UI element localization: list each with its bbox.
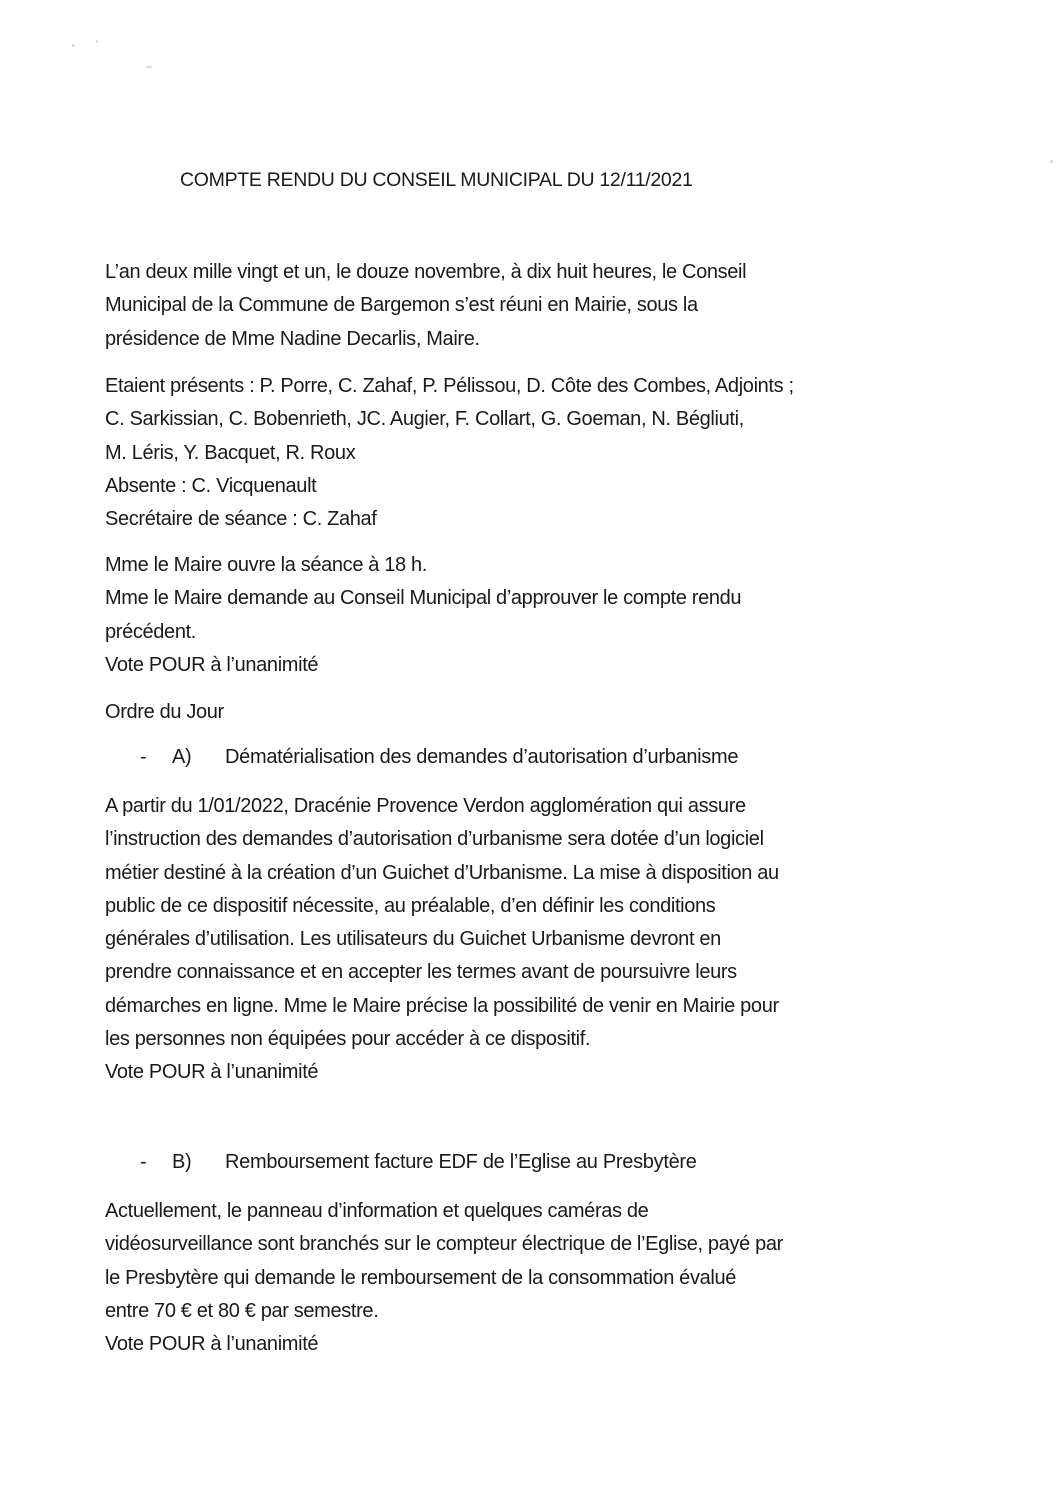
text-line: L’an deux mille vingt et un, le douze novembre, à dix huit heures, le Conseil [105,261,747,283]
item-title: Remboursement facture EDF de l’Eglise au Presbytère [225,1151,697,1173]
text-line: vidéosurveillance sont branchés sur le compteur électrique de l’Eglise, payé par [105,1233,783,1256]
document-title: COMPTE RENDU DU CONSEIL MUNICIPAL DU 12/11/2021 [180,169,693,191]
text-line: Mme le Maire ouvre la séance à 18 h. [105,554,428,576]
text-line: l’instruction des demandes d’autorisation d’urbanisme sera dotée d’un logiciel [105,828,764,851]
text-line: Vote POUR à l’unanimité [105,1061,319,1084]
text-line: les personnes non équipées pour accéder à ce dispositif. [105,1028,591,1051]
scan-speck [1050,160,1053,163]
agenda-heading: Ordre du Jour [105,701,224,723]
agenda-item-a-heading [140,746,738,769]
text-line: métier destiné à la création d’un Guichet d’Urbanisme. La mise à disposition au [105,861,779,884]
item-label: A) [172,746,192,768]
text-line: prendre connaissance et en accepter les termes avant de poursuivre leurs [105,961,737,984]
item-label: B) [172,1151,192,1173]
text-line: Secrétaire de séance : C. Zahaf [105,508,377,531]
intro-paragraph [105,256,746,356]
text-line: Etaient présents : P. Porre, C. Zahaf, P. Pélissou, D. Côte des Combes, Adjoints ; [105,375,794,397]
text-line: C. Sarkissian, C. Bobenrieth, JC. Augier, F. Collart, G. Goeman, N. Bégliuti, [105,408,744,431]
text-line: Absente : C. Vicquenault [105,474,317,497]
bullet-dash: - [140,1151,147,1173]
text-line: précédent. [105,620,197,643]
text-line: M. Léris, Y. Bacquet, R. Roux [105,441,356,464]
agenda-item-b-heading [140,1151,697,1174]
text-line: Actuellement, le panneau d’information et quelques caméras de [105,1200,649,1222]
bullet-dash: - [140,746,147,768]
text-line: entre 70 € et 80 € par semestre. [105,1299,379,1322]
opening-paragraph [105,549,741,682]
agenda-item-a-body [105,790,779,1090]
text-line: Vote POUR à l’unanimité [105,1333,319,1356]
text-line: Municipal de la Commune de Bargemon s’est réuni en Mairie, sous la [105,294,698,317]
text-line: le Presbytère qui demande le remboursement de la consommation évalué [105,1266,737,1289]
text-line: public de ce dispositif nécessite, au préalable, d’en définir les conditions [105,894,716,917]
attendance-paragraph [105,370,794,536]
text-line: démarches en ligne. Mme le Maire précise la possibilité de venir en Mairie pour [105,994,779,1017]
agenda-item-b-body [105,1195,783,1361]
scan-speck [96,40,98,43]
text-line: générales d’utilisation. Les utilisateurs du Guichet Urbanisme devront en [105,928,721,951]
text-line: A partir du 1/01/2022, Dracénie Provence Verdon agglomération qui assure [105,795,746,817]
text-line: Mme le Maire demande au Conseil Municipal d’approuver le compte rendu [105,587,742,610]
text-line: Vote POUR à l’unanimité [105,653,319,676]
item-title: Dématérialisation des demandes d’autorisation d’urbanisme [225,746,739,768]
scan-speck [72,44,75,47]
text-line: présidence de Mme Nadine Decarlis, Maire. [105,327,480,350]
scan-speck [146,66,152,68]
